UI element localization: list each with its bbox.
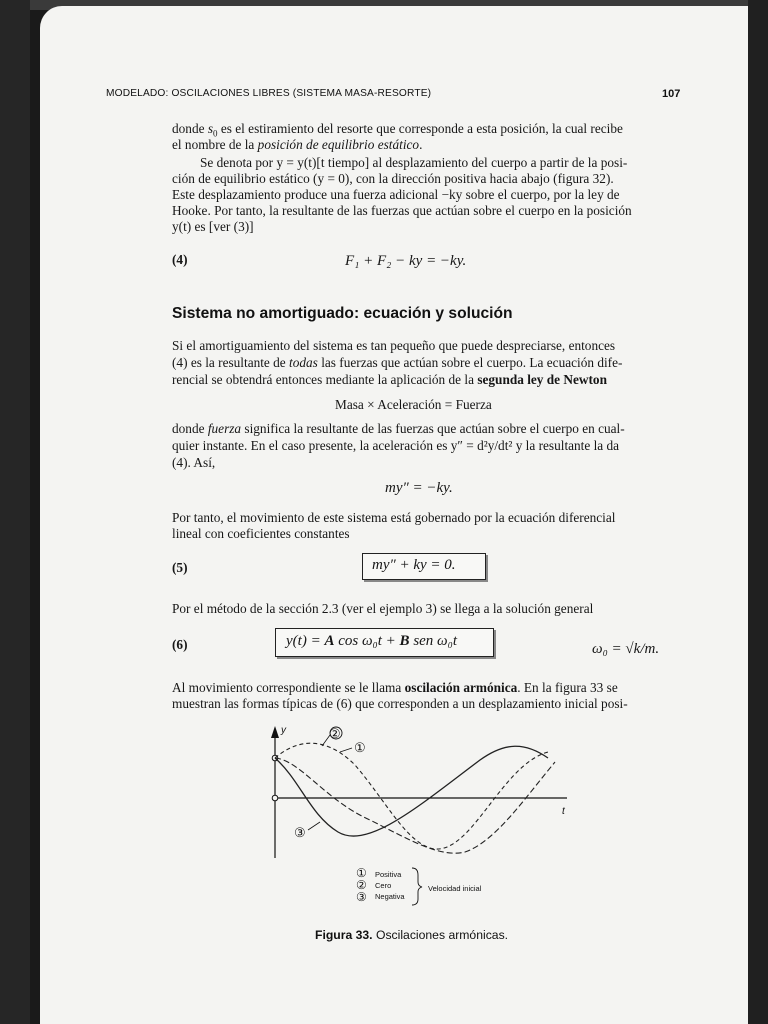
para1-line3: Se denota por y = y(t)[t tiempo] al desplazamiento del cuerpo a partir de la posi- bbox=[200, 155, 628, 170]
equation-5: my″ + ky = 0. bbox=[372, 557, 456, 573]
page-number: 107 bbox=[662, 88, 681, 100]
para4-line1: Por tanto, el movimiento de este sistema está gobernado por la ecuación diferencial bbox=[172, 510, 616, 525]
t-axis-label: t bbox=[562, 806, 565, 817]
para6-line1: Al movimiento correspondiente se le llama oscilación armónica. En la figura 33 se bbox=[172, 680, 618, 695]
newton-law-equation: Masa × Aceleración = Fuerza bbox=[335, 397, 492, 412]
leader-3 bbox=[308, 822, 320, 830]
legend-brace bbox=[412, 868, 422, 905]
equation-5-number: (5) bbox=[172, 560, 188, 575]
equation-my: my″ = −ky. bbox=[385, 480, 453, 496]
curve-label-2: ② bbox=[329, 726, 341, 741]
y-axis-arrow bbox=[271, 726, 279, 738]
origin-point bbox=[272, 795, 278, 801]
curve-label-3: ③ bbox=[294, 825, 306, 840]
y-axis-label: y bbox=[281, 725, 286, 736]
curve-1-positive-velocity bbox=[275, 743, 548, 849]
para1-line1: donde $s_0$ es el estiramiento del resorte que corresponde a esta posición, la cual recibe bbox=[172, 121, 623, 139]
equation-6: y(t) = A cos ω₀t + B sen ω₀t bbox=[286, 633, 458, 649]
para1-line2: el nombre de la posición de equilibrio estático. bbox=[172, 137, 423, 152]
para5-line1: Por el método de la sección 2.3 (ver el ejemplo 3) se llega a la solución general bbox=[172, 601, 594, 616]
legend-velocity-note: Velocidad inicial bbox=[428, 884, 482, 893]
para1-line4: ción de equilibrio estático (y = 0), con la dirección positiva hacia abajo (figura 32). bbox=[172, 171, 614, 186]
para3-line3: (4). Así, bbox=[172, 455, 216, 470]
para3-line1: donde fuerza significa la resultante de las fuerzas que actúan sobre el cuerpo en cual- bbox=[172, 421, 625, 436]
para1-line5: Este desplazamiento produce una fuerza adicional −ky sobre el cuerpo, por la ley de bbox=[172, 187, 620, 202]
para2-line1: Si el amortiguamiento del sistema es tan pequeño que puede despreciarse, entonces bbox=[172, 338, 616, 353]
para1-line7: y(t) es [ver (3)] bbox=[172, 219, 254, 234]
omega-definition: ω₀ = √k/m. bbox=[592, 641, 660, 657]
legend-negativa: Negativa bbox=[375, 892, 405, 901]
figure-caption: Figura 33. Oscilaciones armónicas. bbox=[315, 928, 509, 942]
legend-marker-1: ① bbox=[356, 866, 367, 880]
para3-line2: quier instante. En el caso presente, la aceleración es y″ = d²y/dt² y la resultante la da bbox=[172, 438, 620, 453]
para4-line2: lineal con coeficientes constantes bbox=[172, 526, 350, 541]
para2-line2: (4) es la resultante de todas las fuerzas que actúan sobre el cuerpo. La ecuación dife- bbox=[172, 355, 623, 370]
legend-marker-2: ② bbox=[356, 878, 367, 892]
para2-line3: rencial se obtendrá entonces mediante la aplicación de la segunda ley de Newton bbox=[172, 372, 607, 387]
curve-2-zero-velocity bbox=[275, 746, 548, 836]
equation-4: F₁ + F₂ − ky = −ky. bbox=[345, 253, 467, 269]
legend-cero: Cero bbox=[375, 881, 392, 890]
section-heading: Sistema no amortiguado: ecuación y solución bbox=[172, 305, 513, 322]
equation-4-number: (4) bbox=[172, 252, 188, 267]
para1-line6: Hooke. Por tanto, la resultante de las fuerzas que actúan sobre el cuerpo en la posición bbox=[172, 203, 632, 218]
legend-marker-3: ③ bbox=[356, 890, 367, 904]
para6-line2: muestran las formas típicas de (6) que corresponden a un desplazamiento inicial posi- bbox=[172, 696, 628, 711]
running-header: MODELADO: OSCILACIONES LIBRES (SISTEMA MASA-RESORTE) bbox=[106, 88, 432, 99]
legend-positiva: Positiva bbox=[375, 870, 402, 879]
equation-6-number: (6) bbox=[172, 637, 188, 652]
curve-label-1: ① bbox=[354, 740, 366, 755]
leader-1 bbox=[340, 748, 352, 752]
